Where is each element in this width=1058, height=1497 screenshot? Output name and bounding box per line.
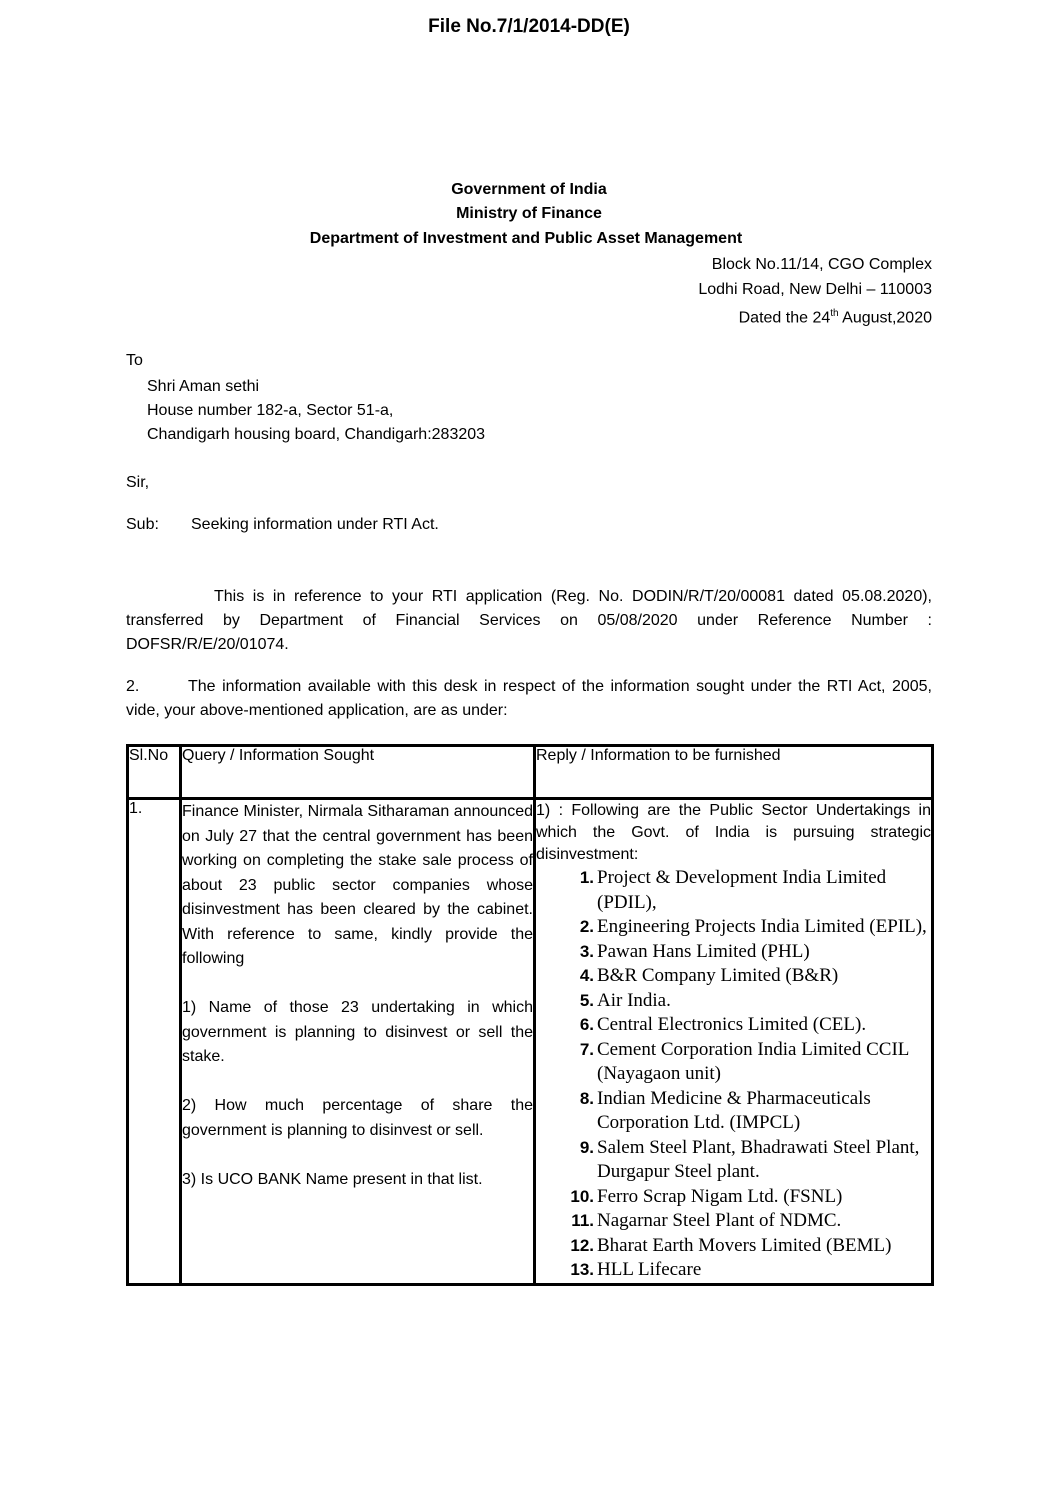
- header-ministry: Ministry of Finance: [456, 205, 602, 222]
- list-item: 5. Air India.: [579, 989, 671, 1011]
- header-department: Department of Investment and Public Asset Management: [309, 230, 743, 247]
- rti-response-table: [126, 744, 934, 1286]
- list-item: 4. B&R Company Limited (B&R): [579, 965, 839, 986]
- date-ordinal: th: [830, 308, 839, 319]
- sender-address-line-1: Block No.11/14, CGO Complex: [711, 256, 932, 273]
- recipient-address-line-1: House number 182-a, Sector 51-a,: [147, 402, 394, 419]
- header-government: Government of India: [451, 181, 607, 198]
- query-item-2: 2) How much percentage of share the government is planning to disinvest or sell.: [182, 1097, 533, 1139]
- sender-address-line-2: Lodhi Road, New Delhi – 110003: [698, 281, 932, 298]
- list-item: 7. Cement Corporation India Limited CCIL (Nayagaon unit): [579, 1038, 909, 1084]
- query-intro: Finance Minister, Nirmala Sitharaman announced on July 27 that the central government has been working on completing the stake sale process of about 23 public sector companies whose disinvestment has been cleared by the cabinet. With reference to same, kindly provide the following: [182, 803, 533, 967]
- row-sl-no: 1.: [128, 799, 181, 1285]
- psu-list: [536, 866, 931, 1283]
- header-query: Query / Information Sought: [181, 746, 535, 799]
- list-item: 6. Central Electronics Limited (CEL).: [579, 1014, 867, 1035]
- table-header-row: [128, 746, 933, 799]
- information-paragraph: [126, 675, 932, 723]
- to-label: To: [126, 352, 143, 369]
- row-query: [181, 799, 535, 1285]
- file-number: File No.7/1/2014-DD(E): [428, 16, 630, 37]
- salutation: Sir,: [126, 474, 150, 491]
- paragraph-text: The information available with this desk in respect of the information sought under the RTI Act, 2005, vide, your above-mentioned application, are as under:: [126, 678, 932, 719]
- subject-text: Seeking information under RTI Act.: [191, 516, 439, 533]
- letter-date: [739, 308, 932, 327]
- list-item: 10. Ferro Scrap Nigam Ltd. (FSNL): [570, 1185, 843, 1207]
- date-prefix: Dated the 24: [738, 309, 831, 327]
- list-item: 13. HLL Lifecare: [570, 1259, 702, 1280]
- list-item: 12. Bharat Earth Movers Limited (BEML): [570, 1234, 892, 1256]
- recipient-address-line-2: Chandigarh housing board, Chandigarh:283203: [147, 426, 486, 443]
- date-suffix: August,2020: [838, 309, 932, 327]
- reply-intro: 1) : Following are the Public Sector Undertakings in which the Govt. of India is pursuing strategic disinvestment:: [536, 802, 931, 863]
- table-row: [128, 799, 933, 1285]
- list-item: 3. Pawan Hans Limited (PHL): [579, 940, 810, 962]
- query-item-3: 3) Is UCO BANK Name present in that list.: [182, 1170, 483, 1188]
- query-item-1: 1) Name of those 23 undertaking in which government is planning to disinvest or sell the stake.: [182, 999, 533, 1065]
- paragraph-number: 2.: [126, 678, 140, 695]
- header-reply: Reply / Information to be furnished: [535, 746, 933, 799]
- reference-paragraph: This is in reference to your RTI application (Reg. No. DODIN/R/T/20/00081 dated 05.08.2020), transferred by Department of Financial Services on 05/08/2020 under Reference Number : DOFSR/R/E/20/01074.: [126, 588, 932, 653]
- list-item: 1. Project & Development India Limited (PDIL),: [579, 867, 887, 913]
- recipient-name: Shri Aman sethi: [147, 378, 260, 395]
- list-item: 8. Indian Medicine & Pharmaceuticals Corporation Ltd. (IMPCL): [579, 1087, 871, 1133]
- row-reply: [535, 799, 933, 1285]
- header-sl-no: Sl.No: [128, 746, 181, 799]
- list-item: 11. Nagarnar Steel Plant of NDMC.: [571, 1210, 842, 1231]
- list-item: 9. Salem Steel Plant, Bhadrawati Steel Plant, Durgapur Steel plant.: [579, 1136, 920, 1182]
- subject-label: Sub:: [126, 516, 159, 533]
- list-item: 2. Engineering Projects India Limited (EPIL),: [579, 916, 927, 937]
